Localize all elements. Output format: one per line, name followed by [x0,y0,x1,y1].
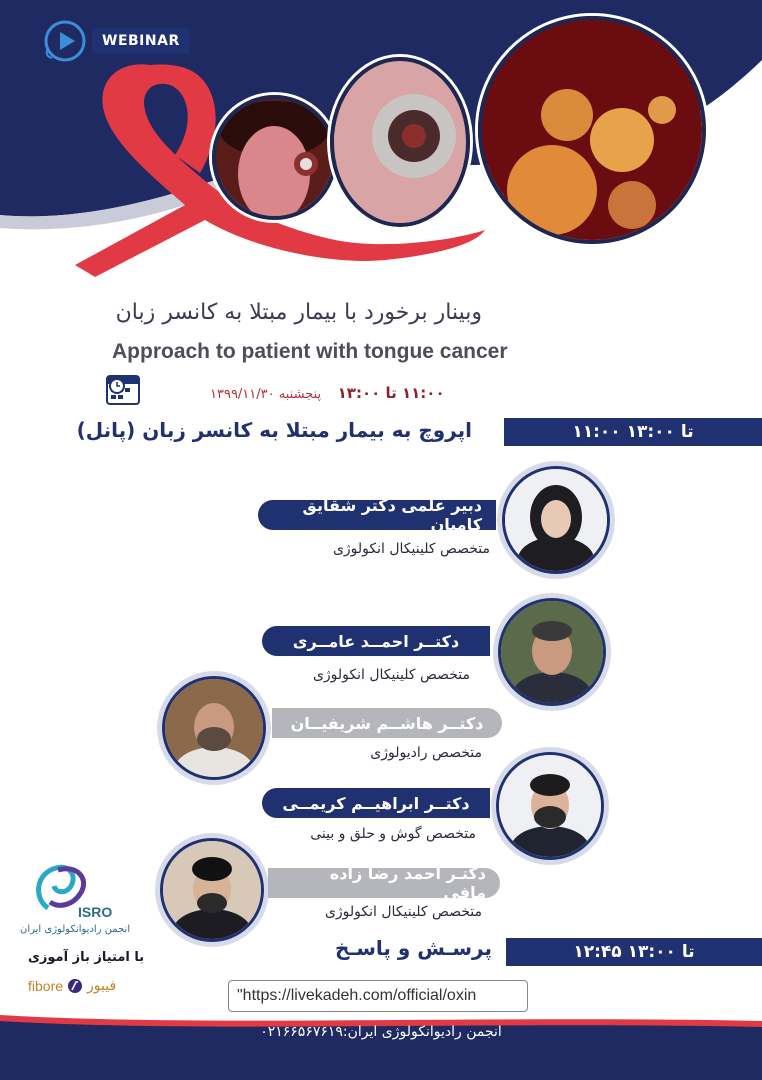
speaker-role-2: متخصص کلینیکال انکولوژی [312,667,470,683]
person-avatar-icon [165,679,263,777]
qa-time-bar: ۱۲:۴۵ تا ۱۳:۰۰ [506,938,762,966]
lesion-photo [330,57,470,227]
fibore-latin: fibore [28,978,64,994]
speaker-role-4: متخصص گوش و حلق و بینی [310,826,476,842]
speaker-name-2: دکتــر احمــد عامــری [262,626,490,656]
event-datetime [210,384,445,402]
event-date: پنجشنبه ۱۳۹۹/۱۱/۳۰ [210,387,322,402]
session-title: اپروچ به بیمار مبتلا به کانسر زبان (پانل) [76,418,472,442]
organizer-name: انجمن رادیوانکولوژی ایران [20,924,131,935]
speaker-name-4: دکتــر ابراهیــم کریمــی [262,788,490,818]
person-avatar-icon [505,469,607,571]
speaker-name-1: دبیر علمی دکتر شقایق کامیان [258,500,496,530]
speaker-photo-5 [160,838,264,942]
session-time-bar: ۱۱:۰۰ تا ۱۳:۰۰ [504,418,762,446]
footer-contact: انجمن رادیوانکولوژی ایران:۰۲۱۶۶۵۶۷۶۱۹ [260,1024,502,1040]
speaker-photo-3 [162,676,266,780]
calendar-icon [105,370,141,406]
person-avatar-icon [499,755,601,857]
speaker-role-1: متخصص کلینیکال انکولوژی [332,541,490,557]
speaker-name-5: دکتـر احمد رضا زاده مافی [268,868,500,898]
speaker-photo-2 [498,598,606,706]
title-persian: وبینار برخورد با بیمار مبتلا به کانسر زبان [115,300,482,325]
speaker-role-3: متخصص رادیولوژی [370,745,482,761]
event-time: ۱۱:۰۰ تا ۱۳:۰۰ [337,384,445,402]
cme-credit: با امتیاز باز آموزی [28,950,145,965]
speaker-role-5: متخصص کلینیکال انکولوژی [324,904,482,920]
title-english: Approach to patient with tongue cancer [112,340,508,363]
speaker-photo-1 [502,466,610,574]
person-avatar-icon [163,841,261,939]
qa-title: پرسـش و پاسـخ [334,936,492,960]
fibore-logo [28,978,116,994]
webinar-label: WEBINAR [92,28,190,54]
speaker-name-3: دکتــر هاشــم شریفیــان [272,708,502,738]
webinar-link[interactable]: "https://livekadeh.com/official/oxin [228,980,528,1012]
person-avatar-icon [501,601,603,703]
cancer-cells-photo [478,16,706,244]
fibore-mark-icon [67,978,83,994]
fibore-persian: فیبور [87,978,117,994]
speaker-photo-4 [496,752,604,860]
isro-logo-text: ISRO [78,904,113,920]
tongue-photo [212,95,337,220]
